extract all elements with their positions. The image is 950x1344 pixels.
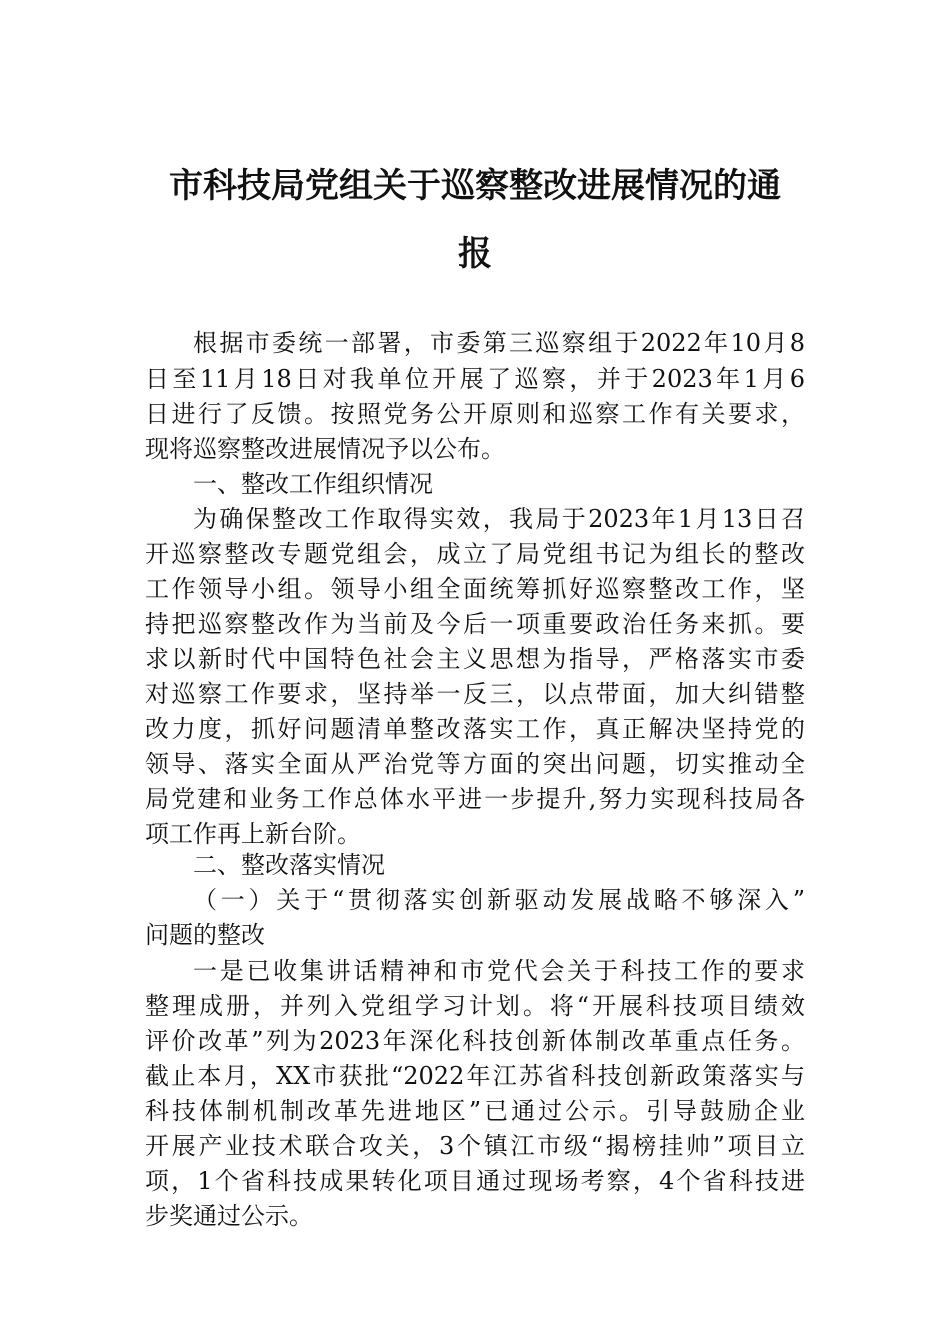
subsection1-line: 步奖通过公示。 [145,1202,313,1230]
subsection1-line: 评价改革”列为2023年深化科技创新体制改革重点任务。 [145,1027,805,1055]
section1-line: 为确保整改工作取得实效，我局于2023年1月13日召 [193,505,805,533]
document-title-line-1: 市科技局党组关于巡察整改进展情况的通 [169,166,781,206]
document-title-line-2: 报 [458,234,492,274]
intro-line: 现将巡察整改进展情况予以公布。 [145,435,505,463]
intro-line: 日进行了反馈。按照党务公开原则和巡察工作有关要求， [145,400,805,428]
subsection1-line: 开展产业技术联合攻关，3个镇江市级“揭榜挂帅”项目立 [145,1132,805,1160]
section1-line: 对巡察工作要求，坚持举一反三，以点带面，加大纠错整 [145,680,805,708]
section1-line: 持把巡察整改作为当前及今后一项重要政治任务来抓。要 [145,610,805,638]
section-heading-implementation: 二、整改落实情况 [193,851,385,879]
section1-line: 求以新时代中国特色社会主义思想为指导，严格落实市委 [145,645,805,673]
intro-line: 日至11月18日对我单位开展了巡察，并于2023年1月6 [145,365,805,393]
subsection1-line: 整理成册，并列入党组学习计划。将“开展科技项目绩效 [145,992,805,1020]
section-heading-organization: 一、整改工作组织情况 [193,470,433,498]
section1-line: 工作领导小组。领导小组全面统筹抓好巡察整改工作，坚 [145,575,805,603]
section1-line: 改力度，抓好问题清单整改落实工作，真正解决坚持党的 [145,715,805,743]
section1-line: 开巡察整改专题党组会，成立了局党组书记为组长的整改 [145,540,805,568]
section1-line: 项工作再上新台阶。 [145,820,361,848]
subsection-heading-line: 问题的整改 [145,921,265,949]
subsection1-line: 项，1个省科技成果转化项目通过现场考察，4个省科技进 [145,1167,805,1195]
subsection1-line: 一是已收集讲话精神和市党代会关于科技工作的要求 [193,957,805,985]
subsection-heading-line: （一）关于“贯彻落实创新驱动发展战略不够深入” [193,886,805,914]
intro-line: 根据市委统一部署，市委第三巡察组于2022年10月8 [193,329,805,357]
subsection1-line: 科技体制机制改革先进地区”已通过公示。引导鼓励企业 [145,1097,805,1125]
section1-line: 局党建和业务工作总体水平进一步提升,努力实现科技局各 [145,785,805,813]
section1-line: 领导、落实全面从严治党等方面的突出问题，切实推动全 [145,750,805,778]
subsection1-line: 截止本月，XX市获批“2022年江苏省科技创新政策落实与 [145,1062,805,1090]
